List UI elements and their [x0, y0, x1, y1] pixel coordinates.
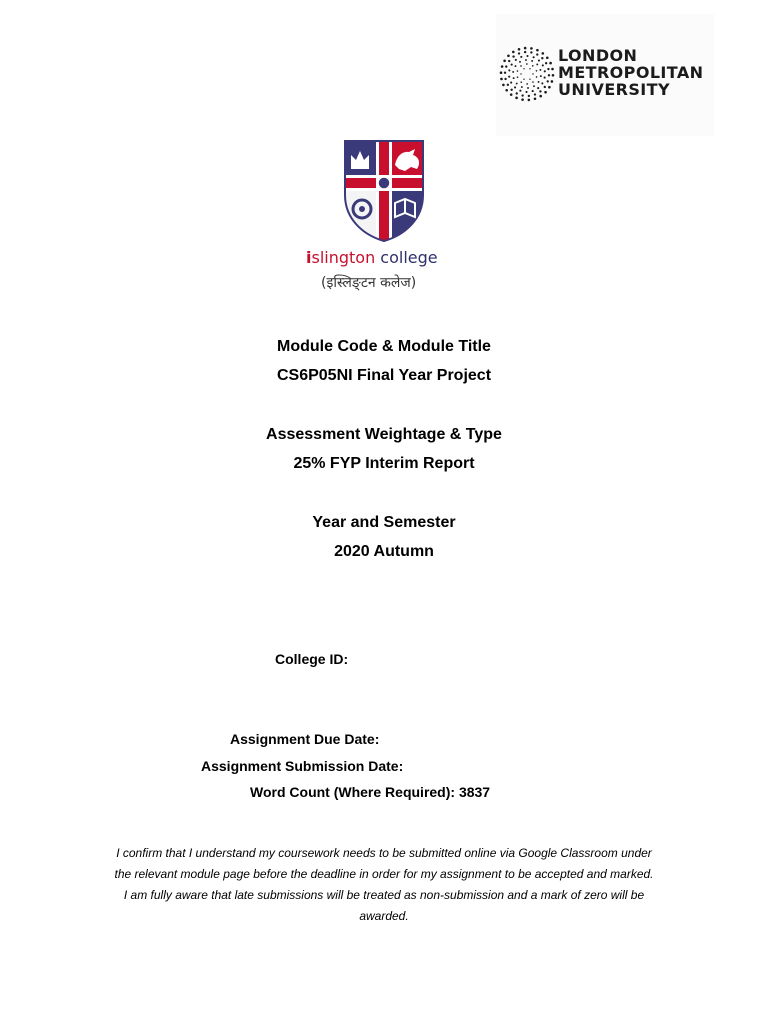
- burst-dot: [521, 86, 523, 88]
- declaration-line1: I confirm that I understand my coursework needs to be submitted online via Google Classroom under: [116, 846, 652, 860]
- burst-dot: [542, 52, 545, 55]
- burst-dot: [545, 62, 547, 64]
- year-semester-heading: Year and Semester: [312, 514, 456, 531]
- burst-dot: [515, 97, 518, 100]
- burst-dot: [518, 48, 521, 51]
- university-name-line3: UNIVERSITY: [558, 80, 670, 99]
- burst-dot: [538, 81, 540, 83]
- burst-dot: [536, 76, 538, 78]
- burst-dot: [521, 98, 524, 101]
- due-date-label: Assignment Due Date:: [230, 731, 380, 747]
- burst-dot: [539, 90, 541, 92]
- burst-dot: [520, 73, 521, 74]
- burst-dot: [539, 95, 542, 98]
- university-name-line1: LONDON: [558, 46, 638, 65]
- burst-dot: [544, 70, 546, 72]
- burst-dot: [547, 68, 549, 70]
- london-met-logo: [496, 14, 714, 136]
- burst-dot: [505, 65, 507, 67]
- declaration-line3: I am fully aware that late submissions will be treated as non-submission and a mark of zero will be: [123, 888, 645, 902]
- burst-dot: [512, 51, 515, 54]
- module-value: CS6P05NI Final Year Project: [276, 367, 492, 384]
- burst-dot: [528, 99, 531, 102]
- burst-dot: [542, 64, 544, 66]
- shield-crest-icon: [343, 139, 425, 243]
- burst-dot: [507, 84, 509, 86]
- burst-dot: [507, 55, 510, 58]
- burst-dot: [547, 80, 549, 82]
- burst-dot: [500, 71, 503, 74]
- burst-dot: [540, 75, 542, 77]
- module-heading: Module Code & Module Title: [277, 338, 491, 355]
- burst-dot: [515, 59, 517, 61]
- burst-dot: [531, 60, 533, 62]
- burst-dot: [526, 83, 528, 85]
- burst-dot: [527, 87, 529, 89]
- burst-dot: [520, 65, 522, 67]
- burst-dot: [544, 77, 546, 79]
- burst-dot: [510, 82, 512, 84]
- burst-dot: [516, 92, 518, 94]
- burst-dot: [551, 80, 554, 83]
- burst-dot: [525, 59, 527, 61]
- burst-dot: [552, 74, 555, 77]
- burst-dot: [510, 89, 512, 91]
- burst-dot: [516, 83, 518, 85]
- burst-dot: [515, 65, 517, 67]
- burst-dot: [512, 71, 514, 73]
- burst-dot: [518, 52, 520, 54]
- burst-dot: [510, 93, 513, 96]
- burst-dot: [546, 56, 549, 59]
- burst-dot: [532, 81, 534, 83]
- burst-dot: [534, 93, 536, 95]
- burst-dot: [532, 90, 534, 92]
- burst-dot: [524, 51, 526, 53]
- burst-dot: [536, 64, 538, 66]
- burst-dot: [519, 90, 521, 92]
- burst-dot: [503, 59, 506, 62]
- college-name: islington college: [306, 248, 438, 267]
- burst-dot: [538, 59, 540, 61]
- burst-dot: [529, 79, 530, 80]
- year-semester-value: 2020 Autumn: [334, 543, 434, 560]
- burst-dot: [528, 95, 530, 97]
- burst-dot: [530, 51, 532, 53]
- burst-dot: [533, 56, 535, 58]
- burst-dot: [549, 62, 552, 65]
- college-id-label: College ID:: [275, 651, 349, 667]
- burst-dot: [523, 68, 524, 69]
- burst-dot: [520, 81, 522, 83]
- burst-dot: [521, 94, 523, 96]
- burst-dot: [504, 78, 506, 80]
- burst-dot: [502, 84, 505, 87]
- burst-dot: [534, 97, 537, 100]
- burst-dot: [526, 63, 528, 65]
- burst-dot: [541, 57, 543, 59]
- burst-dot: [504, 72, 506, 74]
- burst-dot: [511, 64, 513, 66]
- burst-dot: [533, 85, 535, 87]
- burst-dot: [514, 86, 516, 88]
- burst-dot: [532, 73, 533, 74]
- burst-dot: [508, 60, 510, 62]
- burst-dot: [548, 86, 551, 89]
- burst-dot: [532, 65, 534, 67]
- burst-dot: [544, 86, 546, 88]
- burst-dot: [544, 91, 547, 94]
- word-count-label: Word Count (Where Required): 3837: [250, 784, 491, 800]
- burst-dot: [530, 47, 533, 50]
- assessment-heading: Assessment Weightage & Type: [266, 426, 502, 443]
- burst-dot: [501, 65, 504, 68]
- declaration-text: [84, 843, 684, 927]
- burst-dot: [526, 55, 528, 57]
- burst-dot: [536, 53, 538, 55]
- burst-dot: [536, 70, 538, 72]
- declaration-line4: awarded.: [359, 909, 409, 923]
- university-name-line2: METROPOLITAN: [558, 63, 704, 82]
- burst-dot: [517, 70, 519, 72]
- burst-dot: [512, 55, 514, 57]
- burst-dot: [500, 78, 503, 81]
- burst-dot: [529, 68, 530, 69]
- university-name: [558, 47, 703, 98]
- declaration-line2: the relevant module page before the deadline in order for my assignment to be accepted and marked.: [114, 867, 654, 881]
- burst-dot: [537, 87, 539, 89]
- burst-dot: [508, 69, 510, 71]
- submission-date-label: Assignment Submission Date:: [201, 758, 404, 774]
- burst-dot: [505, 89, 508, 92]
- assessment-value: 25% FYP Interim Report: [293, 455, 475, 472]
- starburst-logo-icon: [499, 46, 555, 102]
- burst-dot: [524, 47, 527, 50]
- burst-dot: [548, 74, 550, 76]
- burst-dot: [520, 56, 522, 58]
- burst-dot: [541, 82, 543, 84]
- burst-dot: [539, 69, 541, 71]
- burst-dot: [536, 49, 539, 52]
- burst-dot: [525, 91, 527, 93]
- burst-dot: [523, 79, 524, 80]
- burst-dot: [517, 76, 519, 78]
- college-name-devanagari: (इस्लिङ्टन कलेज): [321, 275, 417, 291]
- burst-dot: [519, 61, 521, 63]
- burst-dot: [551, 68, 554, 71]
- burst-dot: [508, 76, 510, 78]
- burst-dot: [513, 77, 515, 79]
